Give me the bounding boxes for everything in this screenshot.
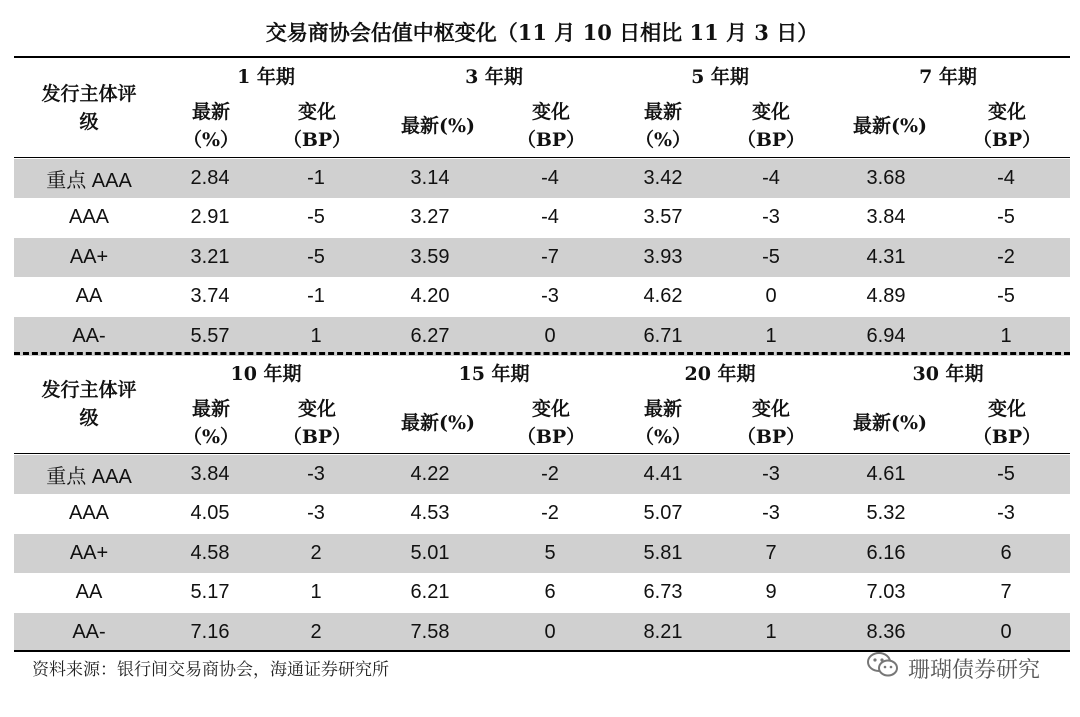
latest-cell: 8.36 <box>866 620 906 643</box>
rating-cell: AA <box>75 581 103 604</box>
watermark <box>866 650 1040 686</box>
table-row <box>14 317 1070 356</box>
latest-cell: 7.03 <box>866 581 906 604</box>
latest-cell: 3.84 <box>866 206 906 229</box>
change-header: 变化 （BP） <box>972 398 1042 448</box>
change-cell: -3 <box>307 502 325 525</box>
change-cell: -5 <box>307 206 325 229</box>
change-cell: -3 <box>541 285 559 308</box>
change-cell: -4 <box>762 167 780 189</box>
latest-cell: 6.27 <box>410 324 450 347</box>
change-header: 变化 （BP） <box>736 101 806 151</box>
change-cell: -3 <box>762 206 780 229</box>
latest-cell: 8.21 <box>643 620 683 643</box>
latest-cell: 7.16 <box>190 620 230 643</box>
change-header: 变化 （BP） <box>516 101 586 151</box>
latest-cell: 6.16 <box>866 541 906 564</box>
change-cell: 1 <box>310 324 322 347</box>
period-header: 30 年期 <box>912 363 984 385</box>
change-cell: 1 <box>765 324 777 347</box>
latest-header: 最新(%) <box>400 115 476 137</box>
rating-cell: AA+ <box>69 541 109 564</box>
period-header: 20 年期 <box>684 363 756 385</box>
rating-header: 发行主体评 级 <box>41 379 137 429</box>
latest-cell: 5.81 <box>643 541 683 564</box>
latest-cell: 5.32 <box>866 502 906 525</box>
period-header: 15 年期 <box>458 363 530 385</box>
change-cell: -7 <box>541 245 559 268</box>
change-cell: -3 <box>997 502 1015 525</box>
change-header: 变化 （BP） <box>972 101 1042 151</box>
change-cell: 1 <box>310 581 322 604</box>
latest-cell: 3.57 <box>643 206 683 229</box>
change-header: 变化 （BP） <box>282 398 352 448</box>
change-cell: -3 <box>307 463 325 485</box>
latest-header: 最新 （%） <box>182 398 240 448</box>
latest-cell: 4.20 <box>410 285 450 308</box>
change-cell: -2 <box>997 245 1015 268</box>
latest-header: 最新(%) <box>852 115 928 137</box>
table-row <box>14 613 1070 652</box>
rating-header: 发行主体评 级 <box>41 83 137 133</box>
change-header: 变化 （BP） <box>736 398 806 448</box>
latest-cell: 2.91 <box>190 206 230 229</box>
latest-cell: 4.41 <box>643 463 683 485</box>
period-header: 3 年期 <box>465 66 523 88</box>
latest-cell: 3.68 <box>866 167 906 189</box>
latest-cell: 3.21 <box>190 245 230 268</box>
latest-cell: 3.74 <box>190 285 230 308</box>
period-header: 5 年期 <box>691 66 749 88</box>
latest-cell: 3.93 <box>643 245 683 268</box>
latest-cell: 4.62 <box>643 285 683 308</box>
latest-cell: 6.21 <box>410 581 450 604</box>
change-cell: 5 <box>544 541 556 564</box>
change-cell: 0 <box>765 285 777 308</box>
latest-cell: 6.73 <box>643 581 683 604</box>
change-cell: -4 <box>541 206 559 229</box>
wechat-icon <box>866 650 900 686</box>
table-row <box>14 277 1070 316</box>
table-row <box>14 455 1070 494</box>
change-cell: 6 <box>544 581 556 604</box>
latest-cell: 7.58 <box>410 620 450 643</box>
rating-cell: AA- <box>72 324 106 347</box>
header-rule <box>14 453 1070 454</box>
change-cell: -5 <box>762 245 780 268</box>
latest-cell: 4.53 <box>410 502 450 525</box>
change-cell: 7 <box>765 541 777 564</box>
latest-header: 最新 （%） <box>182 101 240 151</box>
rating-cell: AAA <box>68 206 110 229</box>
table-row <box>14 198 1070 237</box>
latest-cell: 6.94 <box>866 324 906 347</box>
rating-cell: AA+ <box>69 245 109 268</box>
change-cell: 2 <box>310 541 322 564</box>
top-rule <box>14 56 1070 58</box>
latest-cell: 5.07 <box>643 502 683 525</box>
change-cell: -3 <box>762 463 780 485</box>
table-title: 交易商协会估值中枢变化（11 月 10 日相比 11 月 3 日） <box>265 20 819 45</box>
change-cell: 7 <box>1000 581 1012 604</box>
latest-cell: 2.84 <box>190 167 230 189</box>
latest-cell: 4.22 <box>410 463 450 485</box>
period-header: 10 年期 <box>230 363 302 385</box>
change-cell: 1 <box>1000 324 1012 347</box>
source-note: 资料来源：银行间交易商协会，海通证券研究所 <box>32 660 389 680</box>
change-cell: -4 <box>997 167 1015 189</box>
change-header: 变化 （BP） <box>516 398 586 448</box>
section-divider <box>14 352 1070 355</box>
table-row <box>14 159 1070 198</box>
change-cell: -2 <box>541 502 559 525</box>
change-cell: 2 <box>310 620 322 643</box>
rating-cell: AA <box>75 285 103 308</box>
latest-cell: 6.71 <box>643 324 683 347</box>
latest-cell: 4.58 <box>190 541 230 564</box>
period-header: 1 年期 <box>237 66 295 88</box>
latest-cell: 5.57 <box>190 324 230 347</box>
watermark-text: 珊瑚债券研究 <box>907 657 1040 683</box>
header-rule <box>14 157 1070 158</box>
table-row <box>14 534 1070 573</box>
change-cell: -5 <box>997 463 1015 485</box>
change-cell: 0 <box>544 324 556 347</box>
table-row <box>14 494 1070 533</box>
latest-header: 最新(%) <box>400 412 476 434</box>
latest-cell: 3.14 <box>410 167 450 189</box>
latest-header: 最新 （%） <box>634 398 692 448</box>
latest-cell: 3.27 <box>410 206 450 229</box>
latest-cell: 3.84 <box>190 463 230 485</box>
change-cell: -3 <box>762 502 780 525</box>
period-header: 7 年期 <box>919 66 977 88</box>
latest-cell: 4.89 <box>866 285 906 308</box>
change-cell: -4 <box>541 167 559 189</box>
latest-cell: 5.17 <box>190 581 230 604</box>
change-header: 变化 （BP） <box>282 101 352 151</box>
change-cell: -5 <box>997 206 1015 229</box>
latest-cell: 4.61 <box>866 463 906 485</box>
change-cell: 0 <box>1000 620 1012 643</box>
change-cell: 6 <box>1000 541 1012 564</box>
rating-cell: AAA <box>68 502 110 525</box>
rating-cell: AA- <box>72 620 106 643</box>
latest-cell: 4.05 <box>190 502 230 525</box>
change-cell: 9 <box>765 581 777 604</box>
table-row <box>14 573 1070 612</box>
change-cell: -1 <box>307 167 325 189</box>
change-cell: -1 <box>307 285 325 308</box>
change-cell: -2 <box>541 463 559 485</box>
latest-cell: 5.01 <box>410 541 450 564</box>
rating-cell: 重点 AAA <box>46 466 132 488</box>
latest-cell: 3.59 <box>410 245 450 268</box>
change-cell: 1 <box>765 620 777 643</box>
latest-header: 最新 （%） <box>634 101 692 151</box>
latest-cell: 3.42 <box>643 167 683 189</box>
change-cell: -5 <box>997 285 1015 308</box>
change-cell: -5 <box>307 245 325 268</box>
table-row <box>14 238 1070 277</box>
rating-cell: 重点 AAA <box>46 170 132 192</box>
latest-header: 最新(%) <box>852 412 928 434</box>
change-cell: 0 <box>544 620 556 643</box>
latest-cell: 4.31 <box>866 245 906 268</box>
